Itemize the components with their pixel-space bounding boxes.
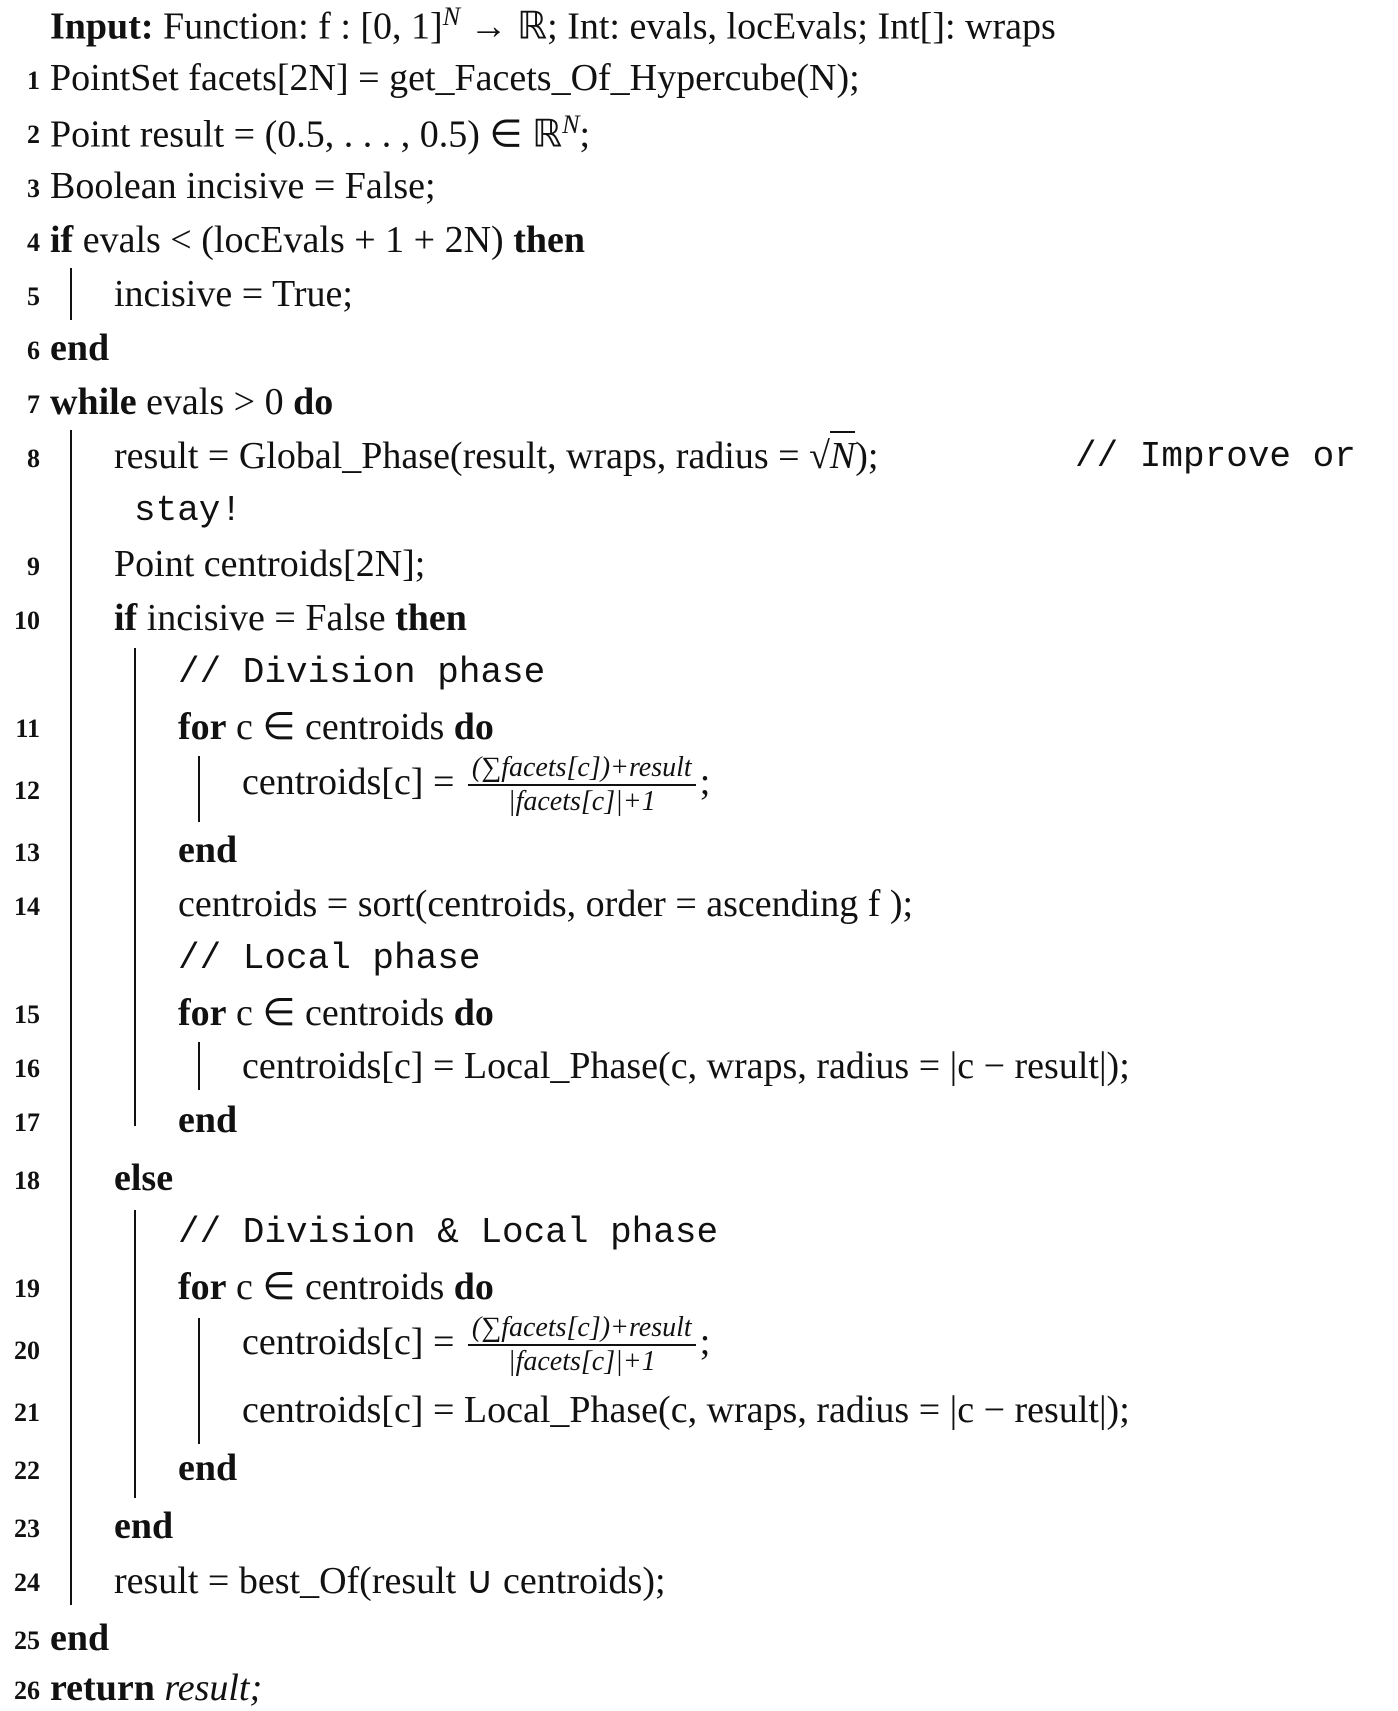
- block-bar-for-2: [198, 1042, 200, 1090]
- keyword: for: [178, 1266, 227, 1308]
- keyword: if: [114, 597, 138, 639]
- algo-line: [178, 1264, 494, 1309]
- block-bar-else: [134, 1210, 136, 1498]
- algo-line: [242, 1388, 1130, 1432]
- line-text: centroids[c] = Local_Phase(c, wraps, radius = |c − result|);: [242, 1045, 1130, 1087]
- line-text: result = Global_Phase(result, wraps, radius =: [114, 435, 810, 477]
- keyword: then: [395, 597, 467, 639]
- algo-line: [242, 1312, 710, 1378]
- line-text: evals > 0: [136, 381, 294, 423]
- line-after: ;: [699, 760, 711, 803]
- block-bar-if-1: [70, 268, 72, 320]
- line-number: 10: [14, 606, 40, 635]
- algo-line: [178, 990, 494, 1035]
- line-number: 24: [14, 1568, 40, 1597]
- algo-line: [50, 110, 590, 157]
- block-bar-for-1: [198, 756, 200, 822]
- keyword: for: [178, 992, 227, 1034]
- comment: // Division & Local phase: [178, 1212, 719, 1253]
- algo-line: [178, 704, 494, 749]
- algo-line: [50, 326, 109, 370]
- block-bar-while: [70, 430, 72, 1605]
- algo-line: [50, 1616, 109, 1660]
- line-number: 2: [27, 120, 40, 149]
- block-bar-for-3: [198, 1318, 200, 1444]
- keyword: end: [50, 1617, 110, 1659]
- line-text: result;: [154, 1667, 263, 1709]
- keyword: do: [453, 1266, 494, 1308]
- keyword: if: [50, 219, 74, 261]
- fraction-numerator: (∑facets[c])+result: [468, 752, 696, 786]
- keyword: while: [50, 381, 137, 423]
- fraction-denominator: |facets[c]|+1: [507, 786, 656, 818]
- line-text: c ∈ centroids: [226, 706, 454, 748]
- line-number: 6: [27, 336, 40, 365]
- line-number: 1: [27, 66, 40, 95]
- line-number: 11: [15, 714, 40, 743]
- fraction: [468, 1312, 696, 1378]
- line-number: 23: [14, 1514, 40, 1543]
- algo-line: [178, 882, 913, 926]
- line-text: c ∈ centroids: [226, 1266, 454, 1308]
- line-number: 19: [14, 1274, 40, 1303]
- line-number: 18: [14, 1166, 40, 1195]
- keyword: then: [513, 219, 585, 261]
- line-text: centroids = sort(centroids, order = ascending f );: [178, 883, 914, 925]
- line-number: 3: [27, 174, 40, 203]
- line-number: 17: [14, 1108, 40, 1137]
- line-after: ;: [699, 1320, 711, 1363]
- fraction-numerator: (∑facets[c])+result: [468, 1312, 696, 1346]
- algo-line: [50, 164, 436, 208]
- line-number: 21: [14, 1398, 40, 1427]
- line-number: 15: [14, 1000, 40, 1029]
- algo-line: [114, 542, 425, 586]
- algo-line: [242, 752, 710, 818]
- line-sup: N: [562, 110, 580, 139]
- keyword: do: [453, 706, 494, 748]
- line-text: centroids[c] = Local_Phase(c, wraps, radius = |c − result|);: [242, 1389, 1130, 1431]
- line-text: c ∈ centroids: [226, 992, 454, 1034]
- algo-line: result = Global_Phase(result, wraps, radius = √N);: [114, 434, 879, 478]
- fraction-denominator: |facets[c]|+1: [507, 1346, 656, 1378]
- line-text: Boolean incisive = False;: [50, 165, 436, 207]
- comment: // Local phase: [178, 938, 481, 979]
- line-number: 9: [27, 552, 40, 581]
- line-text: PointSet facets[2N] = get_Facets_Of_Hypercube(N);: [50, 57, 860, 99]
- line-text: centroids[c] =: [242, 760, 464, 803]
- line-number: 12: [14, 776, 40, 805]
- line-number: 5: [27, 282, 40, 311]
- line-number: 13: [14, 838, 40, 867]
- input-sup: N: [442, 2, 461, 31]
- fraction: [468, 752, 696, 818]
- line-number: 26: [14, 1676, 40, 1705]
- comment: // Improve or: [1075, 436, 1356, 477]
- line-text: Point centroids[2N];: [114, 543, 426, 585]
- line-text: centroids[c] =: [242, 1320, 464, 1363]
- line-text: result = best_Of(result ∪ centroids);: [114, 1560, 666, 1602]
- algo-line: [50, 380, 333, 424]
- keyword: for: [178, 706, 227, 748]
- algo-line: [114, 1156, 173, 1200]
- line-number: 16: [14, 1054, 40, 1083]
- line-number: 14: [14, 892, 40, 921]
- line-number: 4: [27, 228, 40, 257]
- sqrt-arg: N: [830, 431, 855, 477]
- line-text: incisive = True;: [114, 273, 353, 315]
- line-after: ;: [579, 113, 591, 156]
- input-rest: → ℝ; Int: evals, locEvals; Int[]: wraps: [460, 5, 1056, 48]
- algo-line: [114, 1558, 666, 1603]
- line-after: );: [855, 435, 879, 477]
- line-text: evals < (locEvals + 1 + 2N): [73, 219, 514, 261]
- comment: // Division phase: [178, 652, 546, 693]
- keyword: end: [178, 1447, 238, 1489]
- line-number: 20: [14, 1336, 40, 1365]
- input-text: Function: f : [0, 1]: [163, 5, 443, 48]
- comment-continued: stay!: [134, 490, 243, 531]
- keyword: do: [453, 992, 494, 1034]
- algorithm-input-line: [50, 2, 1056, 49]
- algo-line: [178, 1098, 237, 1142]
- line-number: 22: [14, 1456, 40, 1485]
- algo-line: [114, 596, 467, 640]
- keyword: end: [178, 829, 238, 871]
- line-text: Point result = (0.5, . . . , 0.5) ∈ ℝ: [50, 113, 563, 156]
- line-text: incisive = False: [137, 597, 396, 639]
- algo-line: [242, 1044, 1130, 1088]
- keyword: end: [114, 1505, 174, 1547]
- algo-line: [114, 272, 353, 316]
- line-number: 7: [27, 390, 40, 419]
- keyword: else: [114, 1157, 174, 1199]
- algo-line: [114, 1504, 173, 1548]
- keyword: return: [50, 1667, 155, 1709]
- keyword: end: [50, 327, 110, 369]
- algo-line: [178, 1446, 237, 1490]
- keyword: do: [293, 381, 334, 423]
- algo-line: [178, 828, 237, 872]
- algo-line: [50, 1666, 262, 1710]
- keyword: end: [178, 1099, 238, 1141]
- line-number: 8: [27, 444, 40, 473]
- algo-line: [50, 56, 860, 100]
- algo-line: [50, 218, 585, 262]
- input-label: Input:: [50, 5, 154, 48]
- block-bar-if-2: [134, 648, 136, 1126]
- line-number: 25: [14, 1626, 40, 1655]
